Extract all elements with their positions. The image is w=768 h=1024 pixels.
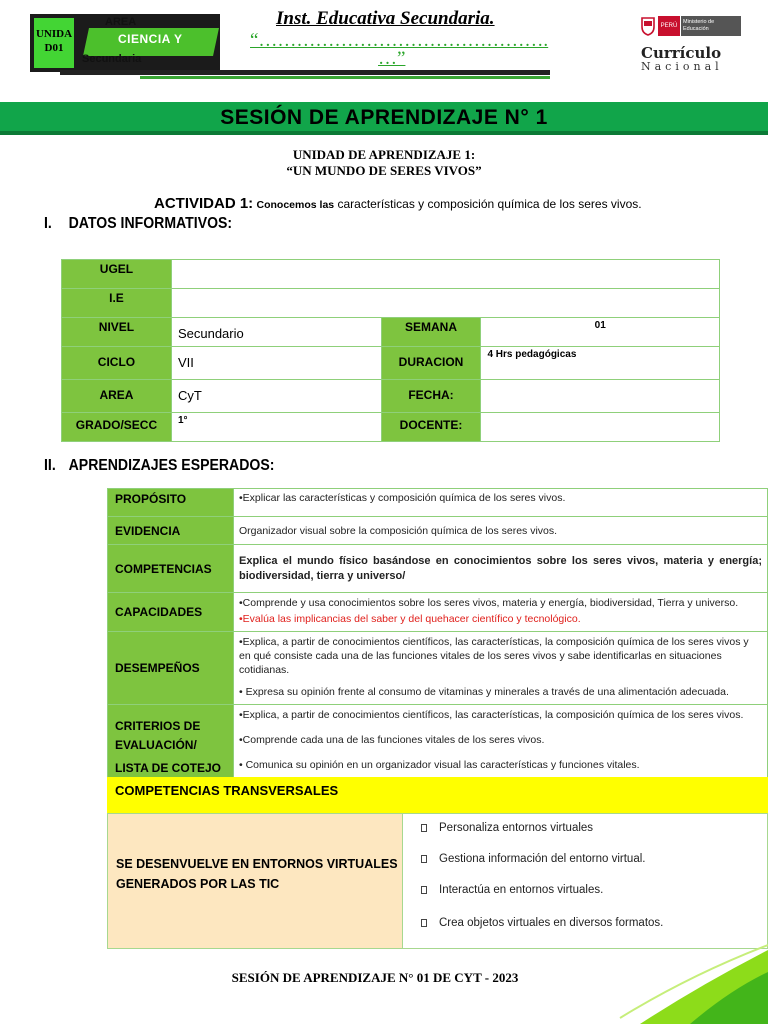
checkbox-icon [421, 824, 427, 832]
activity-label: ACTIVIDAD 1: [154, 195, 254, 212]
table-row [108, 632, 768, 705]
ie-value [171, 289, 719, 318]
desempenos-value [234, 632, 768, 705]
nivel-value: Secundario [171, 318, 381, 347]
peru-shield-icon [640, 16, 656, 36]
semana-label: SEMANA [381, 318, 481, 347]
list-item: Gestiona información del entorno virtual. [421, 853, 645, 865]
duracion-value: 4 Hrs pedagógicas [481, 347, 720, 380]
competencias-transversales-title: COMPETENCIAS TRANSVERSALES [115, 783, 339, 798]
desempeno-1: •Explica, a partir de conocimientos científicos, las características, la composición química de los seres vivos y en qué consiste cada una de las funciones vitales de los seres vivos y sabe identificarlas en situaciones cotidianas. [239, 636, 749, 676]
school-name: Inst. Educativa Secundaria. [276, 8, 495, 29]
ciclo-value: VII [171, 347, 381, 380]
criterios-label-2: EVALUACIÓN/ [115, 738, 197, 752]
evidencia-label: EVIDENCIA [108, 517, 234, 545]
ministry-label: Ministerio de Educación [681, 16, 741, 36]
grado-value: 1° [171, 413, 381, 442]
area-label: AREA [105, 16, 137, 28]
list-item: Crea objetos virtuales en diversos formatos. [421, 917, 663, 929]
docente-value [481, 413, 720, 442]
table-row [62, 413, 720, 442]
transversal-competence-cell [107, 813, 403, 949]
table-row [62, 347, 720, 380]
capacidades-label: CAPACIDADES [108, 593, 234, 632]
curriculo-nacional-logo [640, 16, 745, 74]
semana-value: 01 [481, 318, 720, 347]
checkbox-icon [421, 886, 427, 894]
unit-area-header-box [30, 14, 220, 72]
evidencia-value: Organizador visual sobre la composición química de los seres vivos. [234, 517, 768, 545]
table-row [62, 318, 720, 347]
unit-title-line1: UNIDAD DE APRENDIZAJE 1: [292, 147, 476, 162]
school-quote-line2: …” [378, 48, 406, 69]
unit-title-line2: “UN MUNDO DE SERES VIVOS” [286, 163, 482, 178]
duracion-label: DURACION [381, 347, 481, 380]
transversal-competence: SE DESENVUELVE EN ENTORNOS VIRTUALES GENERADOS POR LAS TIC [116, 857, 398, 891]
logo-line1: Currículo [641, 44, 722, 62]
table-row [108, 593, 768, 632]
proposito-label: PROPÓSITO [108, 489, 234, 517]
table-row [62, 380, 720, 413]
ugel-label: UGEL [62, 260, 172, 289]
area-value: CIENCIA Y [118, 32, 183, 46]
ciclo-label: CICLO [62, 347, 172, 380]
competencias-value: Explica el mundo físico basándose en conocimientos sobre los seres vivos, materia y energía; biodiversidad, tierra y universo/ [234, 545, 768, 593]
activity-line [154, 195, 642, 212]
table-row [62, 260, 720, 289]
session-title: SESIÓN DE APRENDIZAJE N° 1 [220, 106, 548, 129]
aprendizajes-table [107, 488, 768, 783]
header-divider-green [140, 76, 550, 79]
docente-label: DOCENTE: [381, 413, 481, 442]
page-footer: SESIÓN DE APRENDIZAJE N° 01 DE CYT - 2023 [231, 970, 519, 985]
proposito-value: •Explicar las características y composición química de los seres vivos. [234, 489, 768, 517]
school-quote-line1: “………………………………………. [250, 30, 549, 51]
criterio-2: •Comprende cada una de las funciones vitales de los seres vivos. [239, 734, 545, 746]
checkbox-icon [421, 855, 427, 863]
table-row [108, 517, 768, 545]
criterios-label-1: CRITERIOS DE [115, 719, 201, 733]
list-item: Interactúa en entornos virtuales. [421, 884, 603, 896]
capacidad-1: •Comprende y usa conocimientos sobre los seres vivos, materia y energía, biodiversidad, Tierra y universo. [239, 597, 739, 609]
table-row [108, 489, 768, 517]
desempeno-2: • Expresa su opinión frente al consumo de vitaminas y minerales a través de una alimentación adecuada. [239, 686, 729, 698]
ie-label: I.E [62, 289, 172, 318]
activity-text: características y composición química de los seres vivos. [337, 197, 642, 211]
ugel-value [171, 260, 719, 289]
area-row-value: CyT [171, 380, 381, 413]
section-aprendizajes-esperados: II. APRENDIZAJES ESPERADOS: [44, 457, 275, 474]
capacidades-value [234, 593, 768, 632]
desempenos-label: DESEMPEÑOS [108, 632, 234, 705]
activity-bold: Conocemos las [256, 199, 335, 211]
unit-label: UNIDA D01 [34, 18, 74, 68]
table-row [108, 705, 768, 783]
fecha-label: FECHA: [381, 380, 481, 413]
level-label: Secundaria [82, 53, 142, 65]
nivel-label: NIVEL [62, 318, 172, 347]
table-row [62, 289, 720, 318]
area-row-label: AREA [62, 380, 172, 413]
criterio-1: •Explica, a partir de conocimientos científicos, las características, la composición química de los seres vivos. [239, 709, 744, 721]
unit-title [0, 147, 768, 179]
capacidad-2: •Evalúa las implicancias del saber y del quehacer científico y tecnológico. [239, 613, 581, 625]
list-item: Personaliza entornos virtuales [421, 822, 593, 834]
datos-informativos-table [61, 259, 720, 442]
transversal-capacities-cell [403, 813, 768, 949]
competencias-label: COMPETENCIAS [108, 545, 234, 593]
fecha-value [481, 380, 720, 413]
criterios-value [234, 705, 768, 783]
competencias-transversales-header [107, 777, 768, 813]
peru-flag-label: PERÚ [658, 16, 680, 36]
grado-label: GRADO/SECC [62, 413, 172, 442]
header-divider [60, 70, 550, 75]
criterios-label [108, 705, 234, 783]
checkbox-icon [421, 919, 427, 927]
table-row [108, 545, 768, 593]
logo-line2: Nacional [641, 60, 723, 73]
section-datos-informativos: I. DATOS INFORMATIVOS: [44, 215, 233, 232]
criterio-3: • Comunica su opinión en un organizador visual las características y funciones vitales. [239, 759, 640, 771]
lista-cotejo-label: LISTA DE COTEJO [115, 761, 222, 775]
